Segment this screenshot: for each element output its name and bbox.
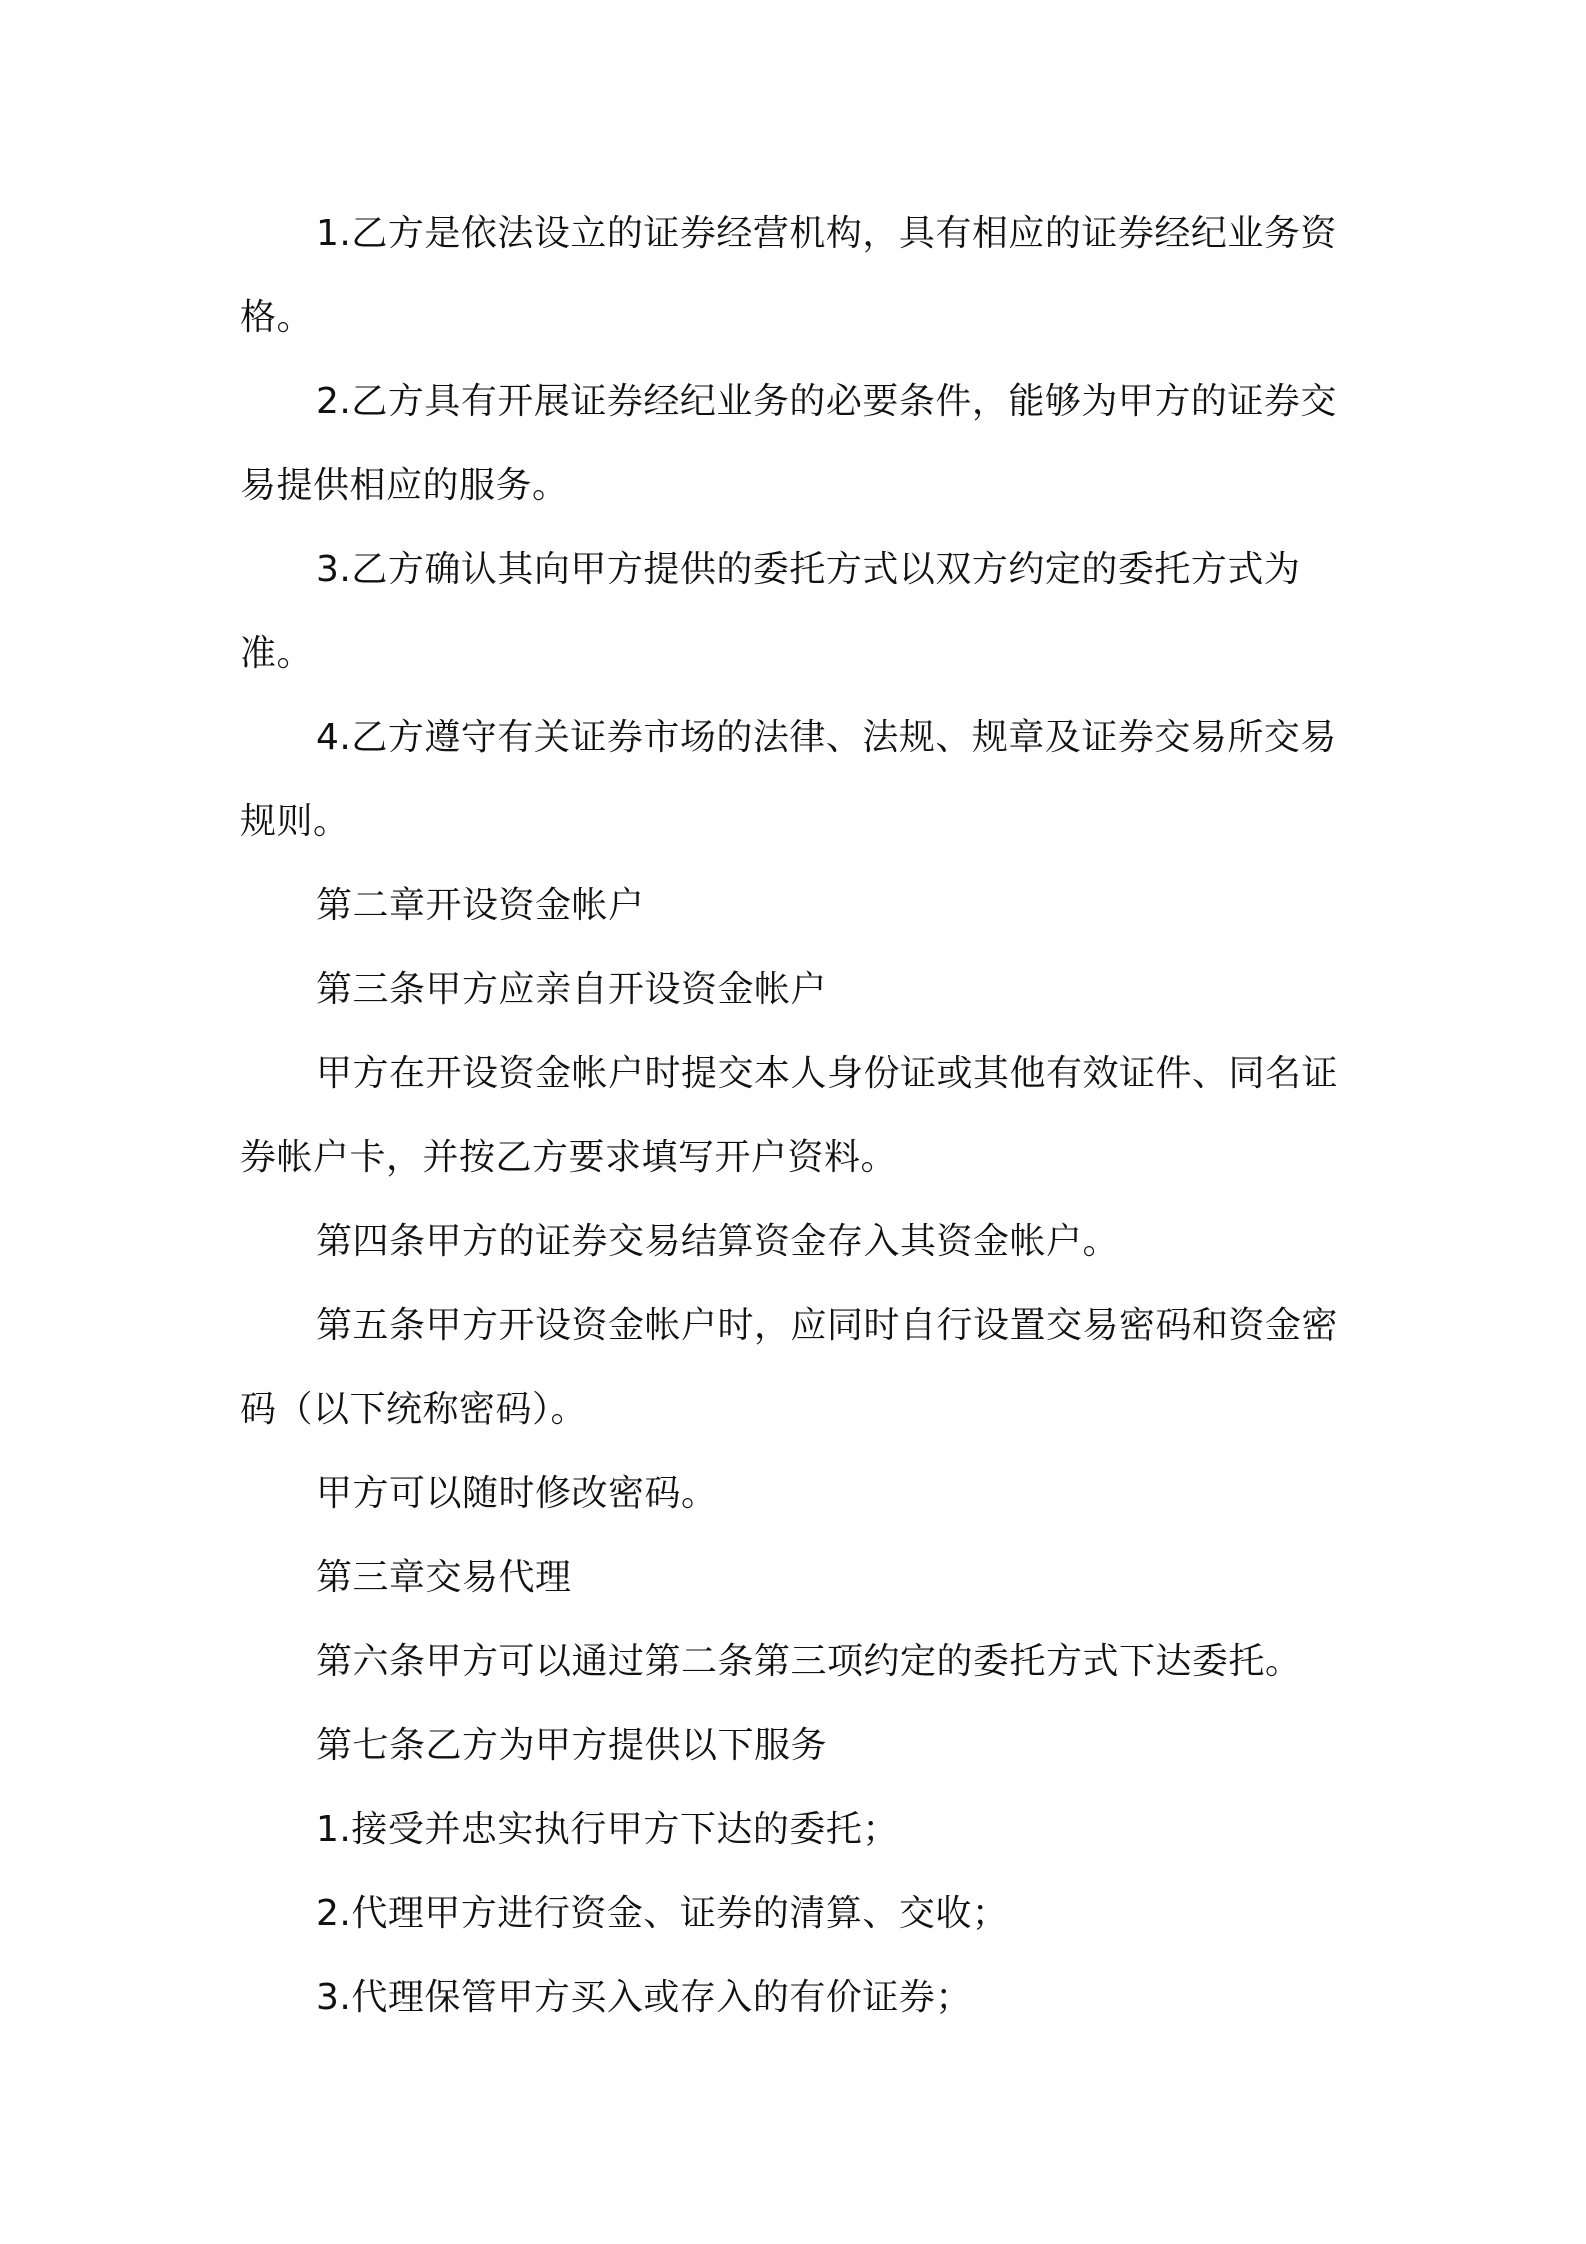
article-heading: 第七条乙方为甲方提供以下服务: [316, 1725, 828, 1766]
article-heading: 第三条甲方应亲自开设资金帐户: [316, 969, 828, 1010]
paragraph: 第五条甲方开设资金帐户时，应同时自行设置交易密码和资金密码（以下统称密码）。: [240, 1305, 1339, 1430]
chapter-heading: 第三章交易代理: [316, 1557, 572, 1598]
paragraph: 第四条甲方的证券交易结算资金存入其资金帐户。: [316, 1221, 1120, 1262]
document-body: [240, 192, 1350, 2040]
chapter-heading: 第二章开设资金帐户: [316, 885, 645, 926]
paragraph: 2.乙方具有开展证券经纪业务的必要条件，能够为甲方的证券交易提供相应的服务。: [240, 381, 1337, 506]
paragraph: 3.乙方确认其向甲方提供的委托方式以双方约定的委托方式为准。: [240, 549, 1301, 674]
list-item: 1.接受并忠实执行甲方下达的委托；: [316, 1809, 899, 1850]
paragraph: 4.乙方遵守有关证券市场的法律、法规、规章及证券交易所交易规则。: [240, 717, 1337, 842]
paragraph: 1.乙方是依法设立的证券经营机构，具有相应的证券经纪业务资格。: [240, 213, 1337, 338]
list-item: 2.代理甲方进行资金、证券的清算、交收；: [316, 1893, 1009, 1934]
paragraph: 甲方可以随时修改密码。: [316, 1473, 718, 1514]
paragraph: 第六条甲方可以通过第二条第三项约定的委托方式下达委托。: [316, 1641, 1302, 1682]
paragraph: 甲方在开设资金帐户时提交本人身份证或其他有效证件、同名证券帐户卡，并按乙方要求填写开户资料。: [240, 1053, 1339, 1178]
list-item: 3.代理保管甲方买入或存入的有价证券；: [316, 1977, 972, 2018]
